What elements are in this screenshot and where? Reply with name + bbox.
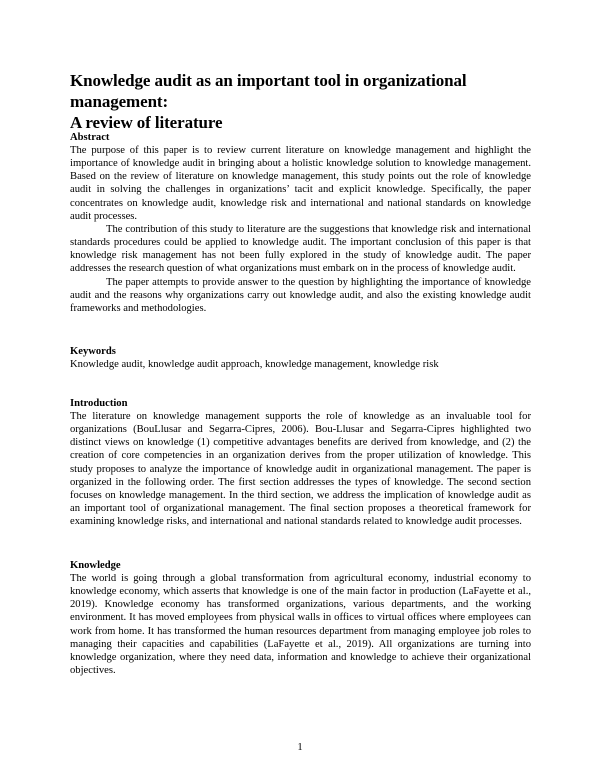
- keywords-text: Knowledge audit, knowledge audit approach, knowledge management, knowledge risk: [70, 359, 439, 370]
- title-line-2: A review of literature: [70, 113, 223, 132]
- title-line-1: Knowledge audit as an important tool in organizational management:: [70, 71, 467, 111]
- paper-title: [70, 70, 531, 133]
- abstract-heading: Abstract: [70, 132, 110, 143]
- introduction-heading: Introduction: [70, 398, 128, 409]
- abstract-section: [70, 131, 531, 315]
- knowledge-section: [70, 559, 531, 677]
- keywords-section: [70, 345, 531, 371]
- abstract-paragraph-1: The purpose of this paper is to review current literature on knowledge management and highlight the importance of knowledge audit in bringing about a holistic knowledge solution to knowledge management. Based on the review of literature on knowledge management, this study points out the role of knowledge audit in solving the challenges in organizations’ tacit and explicit knowledge. Specifically, the paper concentrates on knowledge audit, knowledge risk and international and national standards on knowledge audit processes.: [70, 145, 531, 222]
- abstract-paragraph-2: The contribution of this study to literature are the suggestions that knowledge risk and international standards procedures could be applied to knowledge audit. The important conclusion of this paper is that knowledge risk management has not been fully explored in the study of knowledge audit. The paper addresses the research question of what organizations must embark on in the process of knowledge audit.: [70, 223, 531, 275]
- knowledge-paragraph: The world is going through a global transformation from agricultural economy, industrial economy to knowledge economy, which asserts that knowledge is one of the main factor in production (LaFayette et al., 2019). Knowledge economy has transformed organizations, various departments, and the working environment. It has moved employees from physical walls in offices to virtual offices where employees can work from home. It has transformed the human resources department from managing employee job roles to managing their capacities and capabilities (LaFayette et al., 2019). All organizations are turning into knowledge organization, where they need data, information and knowledge to achieve their organizational objectives.: [70, 573, 531, 677]
- knowledge-heading: Knowledge: [70, 560, 121, 571]
- abstract-paragraph-3: The paper attempts to provide answer to the question by highlighting the importance of knowledge audit and the reasons why organizations carry out knowledge audit, and also the existing knowledge audit frameworks and methodologies.: [70, 276, 531, 314]
- introduction-section: [70, 397, 531, 528]
- page-number: 1: [297, 742, 303, 753]
- introduction-paragraph: The literature on knowledge management supports the role of knowledge as an invaluable tool for organizations (BouLlusar and Segarra-Cipres, 2006). Bou-Llusar and Segarra-Cipres highlighted two distinct views on knowledge (1) competitive advantages benefits are derived from knowledge, and (2) the creation of core competencies in an organization derives from the proper utilization of knowledge. This study proposes to analyze the importance of knowledge audit in organizational management. The paper is organized in the following order. The first section addresses the types of knowledge. The second section focuses on knowledge management. In the third section, we address the implication of knowledge audit as an important tool of organizational management. The final section proposes a theoretical framework for examining knowledge risks, and international and national standards related to knowledge audit processes.: [70, 411, 531, 528]
- keywords-heading: Keywords: [70, 346, 116, 357]
